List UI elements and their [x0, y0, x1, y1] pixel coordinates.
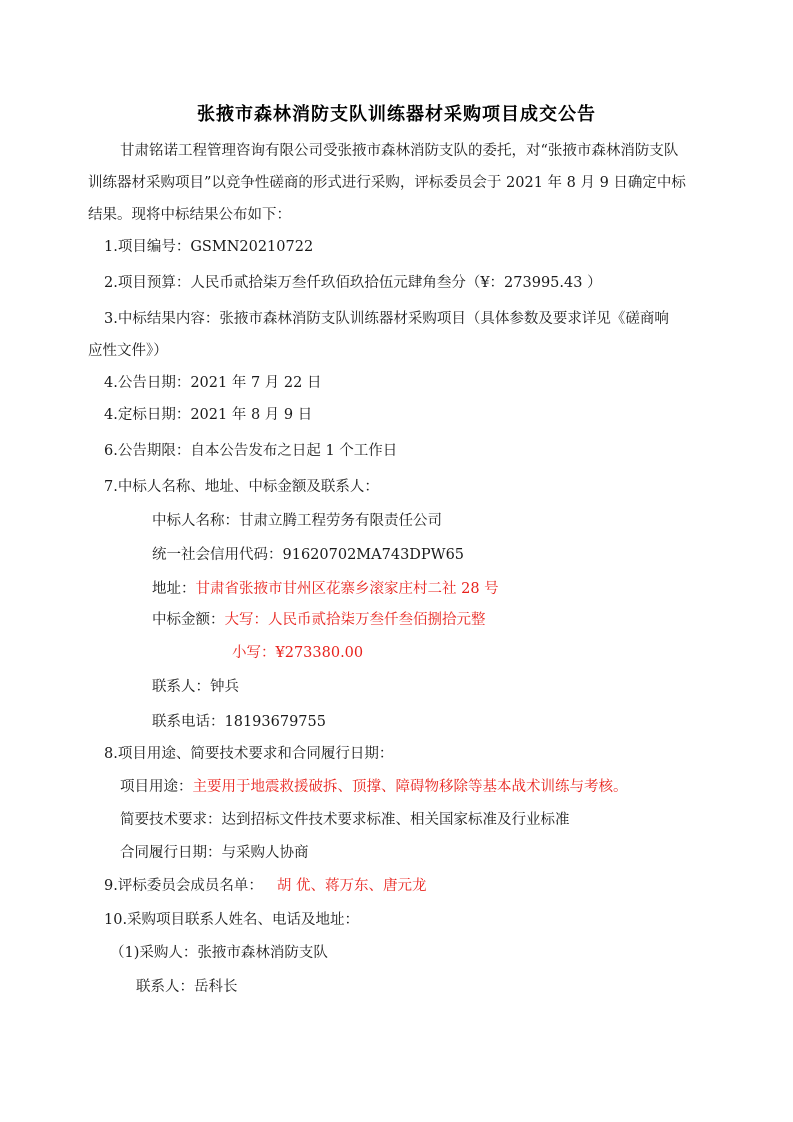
winner-phone: 联系电话：18193679755: [152, 714, 326, 730]
project-usage-label: 项目用途：: [120, 779, 193, 795]
contacts-heading: 10.采购项目联系人姓名、电话及地址：: [104, 912, 360, 928]
winner-name: 中标人名称：甘肃立腾工程劳务有限责任公司: [152, 513, 442, 529]
committee-names: 胡 优、蒋万东、唐元龙: [276, 878, 427, 894]
winner-amount-upper: 大写：人民币贰拾柒万叁仟叁佰捌拾元整: [224, 612, 486, 628]
project-usage: [120, 777, 628, 797]
purpose-heading: 8.项目用途、简要技术要求和合同履行日期：: [104, 746, 394, 762]
committee-label: 9.评标委员会成员名单：: [104, 878, 263, 894]
committee-members: [104, 876, 426, 896]
project-budget: 2.项目预算：人民币贰拾柒万叁仟玖佰玖拾伍元肆角叁分（¥：273995.43 ）: [104, 275, 602, 291]
award-date: 4.定标日期：2021 年 8 月 9 日: [104, 407, 313, 423]
project-number: 1.项目编号：GSMN20210722: [104, 239, 314, 255]
document-title: 张掖市森林消防支队训练器材采购项目成交公告: [197, 104, 596, 125]
intro-line-3: 结果。现将中标结果公布如下：: [88, 207, 291, 223]
winner-heading: 7.中标人名称、地址、中标金额及联系人：: [104, 479, 379, 495]
winner-amount-label: 中标金额：: [152, 612, 225, 628]
purchaser-contact: 联系人：岳科长: [136, 979, 238, 995]
announcement-date: 4.公告日期：2021 年 7 月 22 日: [104, 375, 322, 391]
intro-line-1: 甘肃铭诺工程管理咨询有限公司受张掖市森林消防支队的委托，对“张掖市森林消防支队: [120, 143, 679, 159]
announcement-period: 6.公告期限：自本公告发布之日起 1 个工作日: [104, 443, 398, 459]
purchaser: （1)采购人：张掖市森林消防支队: [110, 945, 328, 961]
winner-address: [152, 579, 499, 599]
winner-address-value: 甘肃省张掖市甘州区花寨乡滚家庄村二社 28 号: [195, 581, 499, 597]
winner-credit-code: 统一社会信用代码：91620702MA743DPW65: [152, 547, 465, 563]
award-content-line-2: 应性文件》）: [88, 343, 168, 359]
intro-line-2: 训练器材采购项目”以竞争性磋商的形式进行采购，评标委员会于 2021 年 8 月 9 日确定中标: [88, 175, 686, 191]
winner-amount: [152, 610, 486, 630]
winner-amount-lower: 小写：¥273380.00: [232, 645, 364, 661]
tech-requirements: 简要技术要求：达到招标文件技术要求标准、相关国家标准及行业标准: [120, 812, 570, 828]
winner-contact: 联系人：钟兵: [152, 679, 239, 695]
award-content-line-1: 3.中标结果内容：张掖市森林消防支队训练器材采购项目（具体参数及要求详见《磋商响: [104, 311, 669, 327]
winner-address-label: 地址：: [152, 581, 196, 597]
contract-date: 合同履行日期：与采购人协商: [120, 845, 309, 861]
project-usage-value: 主要用于地震救援破拆、顶撑、障碍物移除等基本战术训练与考核。: [192, 779, 628, 795]
